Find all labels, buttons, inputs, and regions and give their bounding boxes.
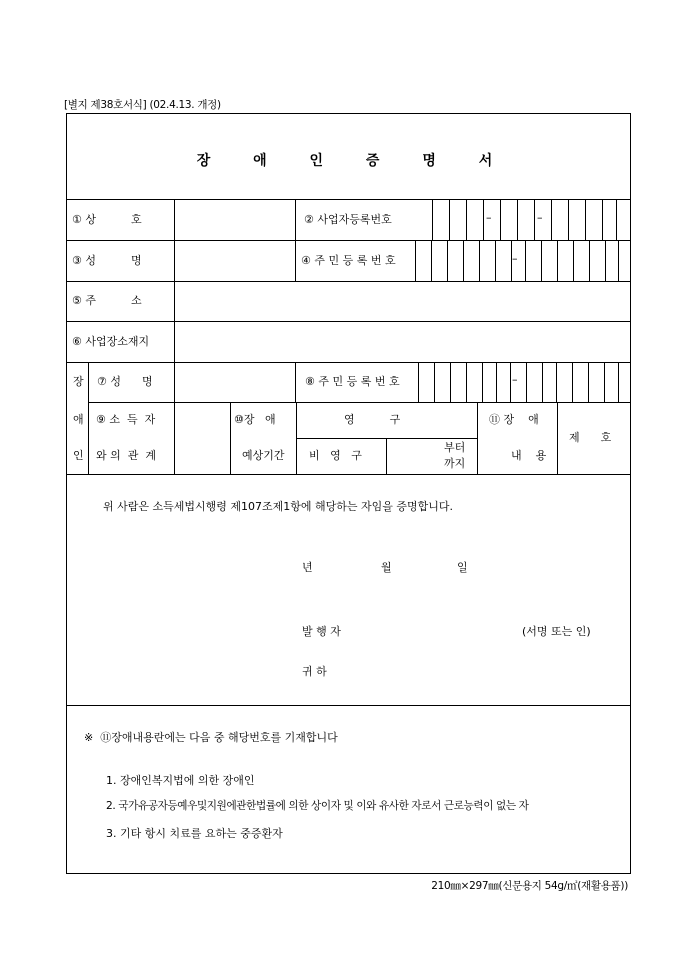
grid-line: [418, 362, 419, 402]
grid-line: [526, 362, 527, 402]
notes-item: 1. 장애인복지법에 의한 장애인: [106, 774, 255, 787]
grid-line: [466, 362, 467, 402]
grid-line: [450, 362, 451, 402]
grid-line: [88, 362, 89, 474]
grid-line: [588, 362, 589, 402]
company-label: ① 상 호: [72, 213, 142, 226]
grid-line: [174, 199, 175, 362]
date-year-label: 년: [302, 561, 313, 574]
biz-reg-dash: –: [486, 211, 492, 224]
grid-line: [618, 240, 619, 281]
grid-line: [66, 362, 631, 363]
grid-line: [479, 240, 480, 281]
grid-line: [500, 199, 501, 240]
disabled-name-label: ⑦ 성 명: [97, 375, 153, 388]
disabled-side-label: 인: [73, 449, 84, 462]
grid-line: [551, 199, 552, 240]
grid-line: [431, 240, 432, 281]
grid-line: [432, 199, 433, 240]
grid-line: [477, 402, 478, 474]
workplace-label: ⑥ 사업장소재지: [72, 335, 150, 348]
grid-line: [174, 362, 175, 474]
grid-line: [482, 362, 483, 402]
signature-label: (서명 또는 인): [522, 625, 591, 638]
certify-statement: 위 사람은 소득세법시행령 제107조제1항에 해당하는 자임을 증명합니다.: [103, 500, 453, 513]
grid-line: [295, 199, 296, 281]
nonpermanent-label: 비 영 구: [309, 449, 362, 462]
grid-line: [557, 402, 558, 474]
form-number-header: [별지 제38호서식] (02.4.13. 개정): [64, 99, 221, 111]
grid-line: [616, 199, 617, 240]
period-label: ⑩장 애: [234, 413, 276, 426]
until-label: 까지: [444, 457, 466, 470]
grid-line: [556, 362, 557, 402]
number-label: 제 호: [569, 431, 612, 444]
grid-line: [618, 362, 619, 402]
grid-line: [605, 240, 606, 281]
date-month-label: 월: [381, 561, 392, 574]
grid-line: [510, 362, 511, 402]
grid-line: [534, 199, 535, 240]
biz-reg-label: ② 사업자등록번호: [304, 213, 392, 226]
recipient-label: 귀 하: [302, 665, 327, 678]
disabled-resreg-dash: –: [512, 373, 518, 386]
grid-line: [66, 240, 631, 241]
grid-line: [572, 362, 573, 402]
notes-item: 2. 국가유공자등예우및지원에관한법률에 의한 상이자 및 이와 유사한 자로서 근로능력이 없는 자: [106, 800, 529, 812]
relation-label: ⑨ 소 득 자: [96, 413, 156, 426]
relation-label: 와 의 관 계: [96, 449, 156, 462]
grid-line: [434, 362, 435, 402]
biz-reg-dash: –: [537, 211, 543, 224]
grid-line: [449, 199, 450, 240]
paper-spec-footer: 210㎜×297㎜(신문용지 54g/㎡(재활용품)): [431, 880, 628, 892]
grid-line: [585, 199, 586, 240]
grid-line: [415, 240, 416, 281]
period-label: 예상기간: [242, 449, 285, 462]
grid-line: [573, 240, 574, 281]
resident-reg-label: ④ 주 민 등 록 번 호: [301, 254, 396, 267]
grid-line: [88, 402, 631, 403]
grid-line: [542, 362, 543, 402]
grid-line: [483, 199, 484, 240]
certificate-form: [66, 113, 631, 874]
from-label: 부터: [444, 441, 466, 454]
content-label: 내 용: [511, 449, 547, 462]
grid-line: [589, 240, 590, 281]
notes-lead: ※ ⑪장애내용란에는 다음 중 해당번호를 기재합니다: [84, 731, 338, 744]
grid-line: [463, 240, 464, 281]
grid-line: [568, 199, 569, 240]
grid-line: [66, 474, 631, 475]
grid-line: [66, 705, 631, 706]
grid-line: [66, 321, 631, 322]
grid-line: [296, 402, 297, 474]
grid-line: [295, 362, 296, 402]
grid-line: [386, 438, 387, 474]
grid-line: [496, 362, 497, 402]
issuer-label: 발 행 자: [302, 625, 341, 638]
grid-line: [517, 199, 518, 240]
grid-line: [557, 240, 558, 281]
form-title: 장 애 인 증 명 서: [196, 153, 501, 169]
content-label: ⑪ 장 애: [489, 413, 539, 426]
disabled-side-label: 장: [73, 375, 84, 388]
grid-line: [602, 199, 603, 240]
grid-line: [541, 240, 542, 281]
name-label: ③ 성 명: [72, 254, 142, 267]
disabled-resreg-label: ⑧ 주 민 등 록 번 호: [305, 375, 400, 388]
disabled-side-label: 애: [73, 413, 84, 426]
grid-line: [230, 402, 231, 474]
grid-line: [495, 240, 496, 281]
address-label: ⑤ 주 소: [72, 294, 142, 307]
grid-line: [604, 362, 605, 402]
resident-reg-dash: –: [512, 252, 518, 265]
notes-item: 3. 기타 항시 치료를 요하는 중증환자: [106, 827, 283, 840]
date-day-label: 일: [457, 561, 468, 574]
grid-line: [447, 240, 448, 281]
grid-line: [466, 199, 467, 240]
grid-line: [525, 240, 526, 281]
permanent-label: 영 구: [344, 413, 401, 426]
grid-line: [66, 281, 631, 282]
grid-line: [66, 199, 631, 200]
